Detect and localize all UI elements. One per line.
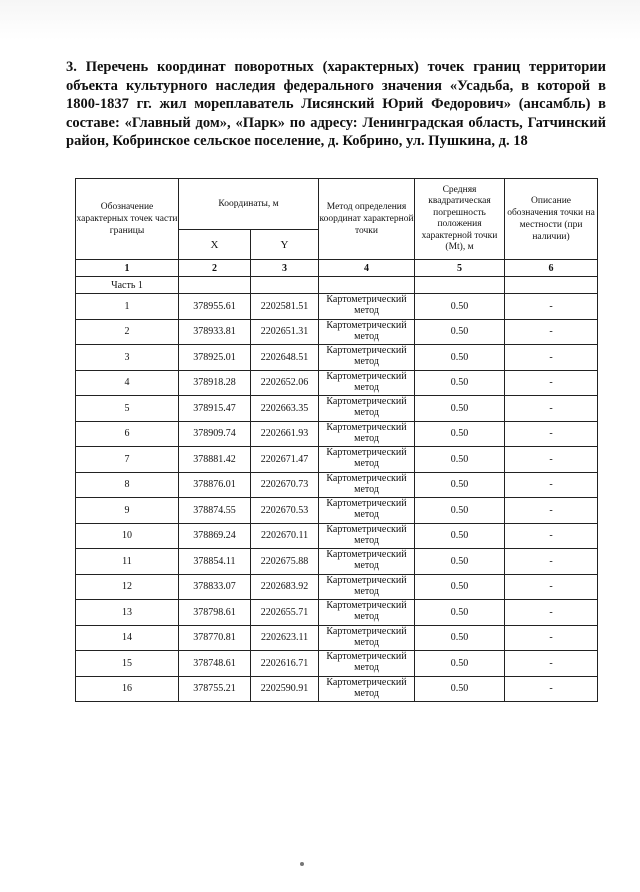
method-cell: Картометрический метод [319, 294, 415, 320]
x-coordinate-cell: 378854.11 [179, 549, 251, 575]
description-cell: - [505, 472, 598, 498]
description-cell: - [505, 651, 598, 677]
header-method: Метод определения координат характерной точки [319, 179, 415, 260]
error-cell: 0.50 [415, 370, 505, 396]
column-number-row [76, 260, 598, 277]
y-coordinate-cell: 2202651.31 [251, 319, 319, 345]
x-coordinate-cell: 378833.07 [179, 574, 251, 600]
header-x: X [179, 230, 251, 260]
description-cell: - [505, 549, 598, 575]
scan-shadow [0, 0, 640, 40]
description-cell: - [505, 345, 598, 371]
error-cell: 0.50 [415, 549, 505, 575]
column-number: 5 [415, 260, 505, 277]
x-coordinate-cell: 378798.61 [179, 600, 251, 626]
part-row [76, 277, 598, 294]
method-cell: Картометрический метод [319, 447, 415, 473]
description-cell: - [505, 396, 598, 422]
description-cell: - [505, 447, 598, 473]
method-cell: Картометрический метод [319, 676, 415, 702]
column-number: 4 [319, 260, 415, 277]
y-coordinate-cell: 2202590.91 [251, 676, 319, 702]
point-number-cell: 14 [76, 625, 179, 651]
table-row [76, 600, 598, 626]
column-number: 6 [505, 260, 598, 277]
point-number-cell: 9 [76, 498, 179, 524]
coordinates-table [75, 178, 598, 702]
method-cell: Картометрический метод [319, 625, 415, 651]
error-cell: 0.50 [415, 600, 505, 626]
error-cell: 0.50 [415, 523, 505, 549]
error-cell: 0.50 [415, 421, 505, 447]
method-cell: Картометрический метод [319, 345, 415, 371]
y-coordinate-cell: 2202623.11 [251, 625, 319, 651]
x-coordinate-cell: 378876.01 [179, 472, 251, 498]
part-label: Часть 1 [76, 277, 179, 294]
table-row [76, 574, 598, 600]
table-row [76, 549, 598, 575]
table-row [76, 294, 598, 320]
y-coordinate-cell: 2202675.88 [251, 549, 319, 575]
y-coordinate-cell: 2202652.06 [251, 370, 319, 396]
point-number-cell: 8 [76, 472, 179, 498]
empty-cell [505, 277, 598, 294]
y-coordinate-cell: 2202670.11 [251, 523, 319, 549]
empty-cell [415, 277, 505, 294]
point-number-cell: 4 [76, 370, 179, 396]
method-cell: Картометрический метод [319, 370, 415, 396]
y-coordinate-cell: 2202683.92 [251, 574, 319, 600]
error-cell: 0.50 [415, 574, 505, 600]
section-heading: 3. Перечень координат поворотных (характерных) точек границ территории объекта культурного наследия федерального значения «Усадьба, в которой в 1800-1837 гг. жил мореплаватель Лисянский Юрий Федорович» (ансамбль) в составе: «Главный дом», «Парк» по адресу: Ленинградская область, Гатчинский район, Кобринское сельское поселение, д. Кобрино, ул. Пушкина, д. 18 [66, 59, 606, 150]
table-row [76, 396, 598, 422]
point-number-cell: 16 [76, 676, 179, 702]
header-y: Y [251, 230, 319, 260]
method-cell: Картометрический метод [319, 523, 415, 549]
column-number: 1 [76, 260, 179, 277]
error-cell: 0.50 [415, 472, 505, 498]
x-coordinate-cell: 378915.47 [179, 396, 251, 422]
x-coordinate-cell: 378770.81 [179, 625, 251, 651]
point-number-cell: 15 [76, 651, 179, 677]
point-number-cell: 11 [76, 549, 179, 575]
error-cell: 0.50 [415, 447, 505, 473]
point-number-cell: 5 [76, 396, 179, 422]
empty-cell [179, 277, 251, 294]
y-coordinate-cell: 2202616.71 [251, 651, 319, 677]
method-cell: Картометрический метод [319, 498, 415, 524]
x-coordinate-cell: 378909.74 [179, 421, 251, 447]
header-error: Средняя квадратическая погрешность положения характерной точки (Mt), м [415, 179, 505, 260]
method-cell: Картометрический метод [319, 600, 415, 626]
header-description: Описание обозначения точки на местности (при наличии) [505, 179, 598, 260]
x-coordinate-cell: 378874.55 [179, 498, 251, 524]
empty-cell [251, 277, 319, 294]
description-cell: - [505, 498, 598, 524]
description-cell: - [505, 676, 598, 702]
column-number: 2 [179, 260, 251, 277]
description-cell: - [505, 319, 598, 345]
point-number-cell: 13 [76, 600, 179, 626]
table-row [76, 625, 598, 651]
error-cell: 0.50 [415, 294, 505, 320]
method-cell: Картометрический метод [319, 396, 415, 422]
method-cell: Картометрический метод [319, 549, 415, 575]
method-cell: Картометрический метод [319, 472, 415, 498]
point-number-cell: 12 [76, 574, 179, 600]
y-coordinate-cell: 2202581.51 [251, 294, 319, 320]
point-number-cell: 6 [76, 421, 179, 447]
error-cell: 0.50 [415, 396, 505, 422]
x-coordinate-cell: 378925.01 [179, 345, 251, 371]
column-number: 3 [251, 260, 319, 277]
y-coordinate-cell: 2202661.93 [251, 421, 319, 447]
method-cell: Картометрический метод [319, 651, 415, 677]
method-cell: Картометрический метод [319, 319, 415, 345]
table-row [76, 319, 598, 345]
error-cell: 0.50 [415, 498, 505, 524]
header-coordinates: Координаты, м [179, 179, 319, 230]
point-number-cell: 3 [76, 345, 179, 371]
description-cell: - [505, 370, 598, 396]
description-cell: - [505, 294, 598, 320]
table-row [76, 651, 598, 677]
page-mark [300, 862, 304, 866]
table-row [76, 472, 598, 498]
method-cell: Картометрический метод [319, 421, 415, 447]
table-row [76, 498, 598, 524]
error-cell: 0.50 [415, 651, 505, 677]
table-row [76, 523, 598, 549]
description-cell: - [505, 421, 598, 447]
point-number-cell: 1 [76, 294, 179, 320]
header-designation: Обозначение характерных точек части границы [76, 179, 179, 260]
description-cell: - [505, 625, 598, 651]
point-number-cell: 7 [76, 447, 179, 473]
table-row [76, 421, 598, 447]
y-coordinate-cell: 2202648.51 [251, 345, 319, 371]
x-coordinate-cell: 378918.28 [179, 370, 251, 396]
x-coordinate-cell: 378933.81 [179, 319, 251, 345]
table-row [76, 370, 598, 396]
point-number-cell: 2 [76, 319, 179, 345]
error-cell: 0.50 [415, 345, 505, 371]
method-cell: Картометрический метод [319, 574, 415, 600]
error-cell: 0.50 [415, 319, 505, 345]
table-row [76, 447, 598, 473]
x-coordinate-cell: 378755.21 [179, 676, 251, 702]
y-coordinate-cell: 2202655.71 [251, 600, 319, 626]
x-coordinate-cell: 378955.61 [179, 294, 251, 320]
y-coordinate-cell: 2202663.35 [251, 396, 319, 422]
error-cell: 0.50 [415, 625, 505, 651]
y-coordinate-cell: 2202671.47 [251, 447, 319, 473]
table-header-row [76, 179, 598, 230]
description-cell: - [505, 523, 598, 549]
y-coordinate-cell: 2202670.73 [251, 472, 319, 498]
x-coordinate-cell: 378748.61 [179, 651, 251, 677]
error-cell: 0.50 [415, 676, 505, 702]
point-number-cell: 10 [76, 523, 179, 549]
description-cell: - [505, 574, 598, 600]
table-row [76, 676, 598, 702]
table-row [76, 345, 598, 371]
x-coordinate-cell: 378881.42 [179, 447, 251, 473]
empty-cell [319, 277, 415, 294]
y-coordinate-cell: 2202670.53 [251, 498, 319, 524]
x-coordinate-cell: 378869.24 [179, 523, 251, 549]
description-cell: - [505, 600, 598, 626]
